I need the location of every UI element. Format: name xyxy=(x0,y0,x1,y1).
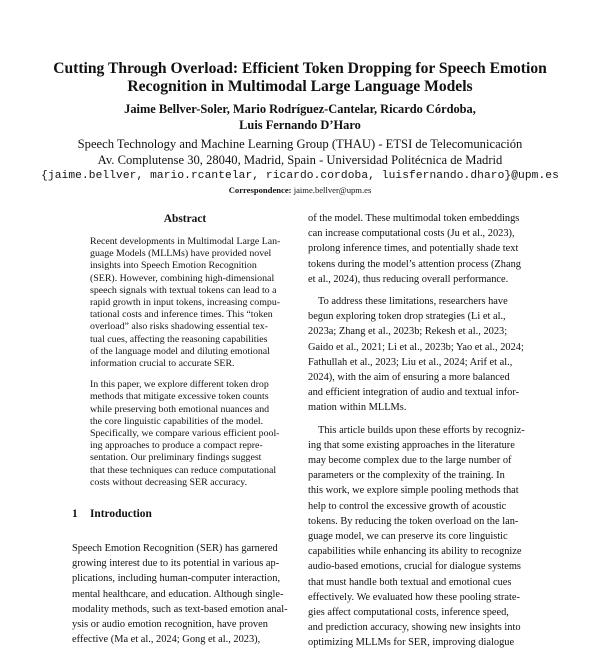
author-emails: {jaime.bellver, mario.rcantelar, ricardo.cordoba, luisfernando.dharo}@upm.es xyxy=(41,170,559,182)
body-line: This article builds upon these efforts by recogniz- xyxy=(318,424,525,436)
body-line: parameters or the complexity of the training. In xyxy=(308,470,505,482)
section-number: 1 xyxy=(72,508,78,520)
author-line: Luis Fernando D’Haro xyxy=(239,118,361,132)
abstract-line: sentation. Our preliminary findings suggest xyxy=(90,452,262,464)
body-line: can increase computational costs (Ju et al., 2023), xyxy=(308,228,515,240)
title-line: Recognition in Multimodal Large Language Models xyxy=(127,78,473,95)
abstract-line: insights into Speech Emotion Recognition xyxy=(90,260,257,272)
body-line: tokens during the model’s attention process (Zhang xyxy=(308,258,521,270)
correspondence-email: jaime.bellver@upm.es xyxy=(293,185,372,195)
body-line: Gaido et al., 2021; Li et al., 2023b; Yao et al., 2024; xyxy=(308,341,524,353)
body-line: et al., 2024), thus reducing overall performance. xyxy=(308,273,509,285)
abstract-line: of the language model and diluting emotional xyxy=(90,345,270,357)
body-line: mental healthcare, and education. Although single- xyxy=(72,588,284,600)
body-line: 2024), with the aim of ensuring a more balanced xyxy=(308,372,510,384)
body-line: mation within MLLMs. xyxy=(308,402,407,414)
body-line: prolong inference times, and potentially shade text xyxy=(308,243,519,255)
abstract-line: methods that mitigate excessive token counts xyxy=(90,391,269,403)
abstract-paragraph-1 xyxy=(90,236,280,370)
correspondence-line xyxy=(40,185,560,195)
affiliation-line: Speech Technology and Machine Learning Group (THAU) - ETSI de Telecomunicación xyxy=(77,137,523,151)
body-line: 2023a; Zhang et al., 2023b; Rekesh et al., 2023; xyxy=(308,326,508,338)
body-line: begun exploring token drop strategies (Li et al., xyxy=(308,311,506,323)
body-line: ysis or audio emotion recognition, have proven xyxy=(72,619,268,631)
abstract-line: guage Models (MLLMs) have provided novel xyxy=(90,248,272,260)
author-line: Jaime Bellver-Soler, Mario Rodríguez-Cantelar, Ricardo Córdoba, xyxy=(124,102,476,116)
body-line: effectively. We evaluated how these pooling strate- xyxy=(308,591,520,603)
body-line: growing interest due to its potential in various ap- xyxy=(72,558,280,570)
affiliation-block xyxy=(40,136,560,184)
title-line: Cutting Through Overload: Efficient Token Dropping for Speech Emotion xyxy=(53,60,547,77)
body-paragraph xyxy=(308,294,536,416)
abstract-line: In this paper, we explore different token drop xyxy=(90,379,269,391)
body-line: optimizing MLLMs for SER, improving dialogue xyxy=(308,637,515,649)
abstract-line: overload” also risks shadowing essential tex- xyxy=(90,321,268,333)
body-line: ing that some existing approaches in the literature xyxy=(308,439,515,451)
body-line: Fathullah et al., 2023; Liu et al., 2024; Arif et al., xyxy=(308,356,513,368)
abstract-line: Recent developments in Multimodal Large Lan- xyxy=(90,236,281,247)
abstract-line: while preserving both emotional nuances and xyxy=(90,403,270,415)
body-line: help to control the excessive growth of acoustic xyxy=(308,500,507,512)
abstract-line: tational costs and inference times. This “token xyxy=(90,309,273,321)
section-title: Introduction xyxy=(90,508,152,520)
body-line: gies affect computational costs, inference speed, xyxy=(308,607,509,619)
abstract-line: that these techniques can reduce computational xyxy=(90,464,277,476)
body-line: this work, we explore simple pooling methods that xyxy=(308,485,519,497)
abstract-line: costs without decreasing SER accuracy. xyxy=(90,476,248,488)
body-paragraph xyxy=(308,423,536,651)
body-line: and efficient integration of audio and textual infor- xyxy=(308,387,520,399)
body-line: effective (Ma et al., 2024; Gong et al., 2023), xyxy=(72,634,261,646)
body-line: plications, including human-computer interaction, xyxy=(72,573,281,585)
body-line: of the model. These multimodal token embeddings xyxy=(308,213,520,224)
section-heading-introduction xyxy=(72,508,152,520)
abstract-line: speech signals with textual tokens can lead to a xyxy=(90,284,277,296)
body-line: capabilities while enhancing its ability to recognize xyxy=(308,546,522,558)
body-line: guage model, we can preserve its core linguistic xyxy=(308,531,508,543)
body-line: modality methods, such as text-based emotion anal- xyxy=(72,603,288,615)
body-line: audio-based emotions, crucial for dialogue systems xyxy=(308,561,521,573)
body-line: tokens. By reducing the token overload on the lan- xyxy=(308,515,519,527)
body-paragraph xyxy=(308,211,536,287)
body-line: and prediction accuracy, showing new insights into xyxy=(308,622,521,634)
abstract-body xyxy=(90,236,280,489)
paper-title xyxy=(40,60,560,96)
correspondence-label: Correspondence: xyxy=(228,185,292,195)
introduction-left-column xyxy=(72,541,300,647)
author-list xyxy=(40,101,560,133)
body-line: may become complex due to the large number of xyxy=(308,455,512,467)
affiliation-line: Av. Complutense 30, 28040, Madrid, Spain - Universidad Politécnica de Madrid xyxy=(97,153,503,167)
introduction-right-column xyxy=(308,211,536,651)
abstract-line: tual cues, affecting the reasoning capabilities xyxy=(90,333,268,345)
abstract-paragraph-2 xyxy=(90,379,280,489)
body-line: To address these limitations, researchers have xyxy=(318,296,508,308)
abstract-line: ing approaches to produce a compact repre- xyxy=(90,440,263,452)
body-line: that must handle both textual and emotional cues xyxy=(308,576,512,588)
abstract-line: the core linguistic capabilities of the model. xyxy=(90,415,264,427)
abstract-line: Specifically, we compare various efficient pool- xyxy=(90,428,280,440)
abstract-line: rapid growth in input tokens, increasing compu- xyxy=(90,297,281,309)
abstract-line: (SER). However, combining high-dimensional xyxy=(90,272,275,284)
abstract-line: information crucial to accurate SER. xyxy=(90,358,235,370)
abstract-heading: Abstract xyxy=(163,213,207,225)
body-line: Speech Emotion Recognition (SER) has garnered xyxy=(72,543,278,554)
